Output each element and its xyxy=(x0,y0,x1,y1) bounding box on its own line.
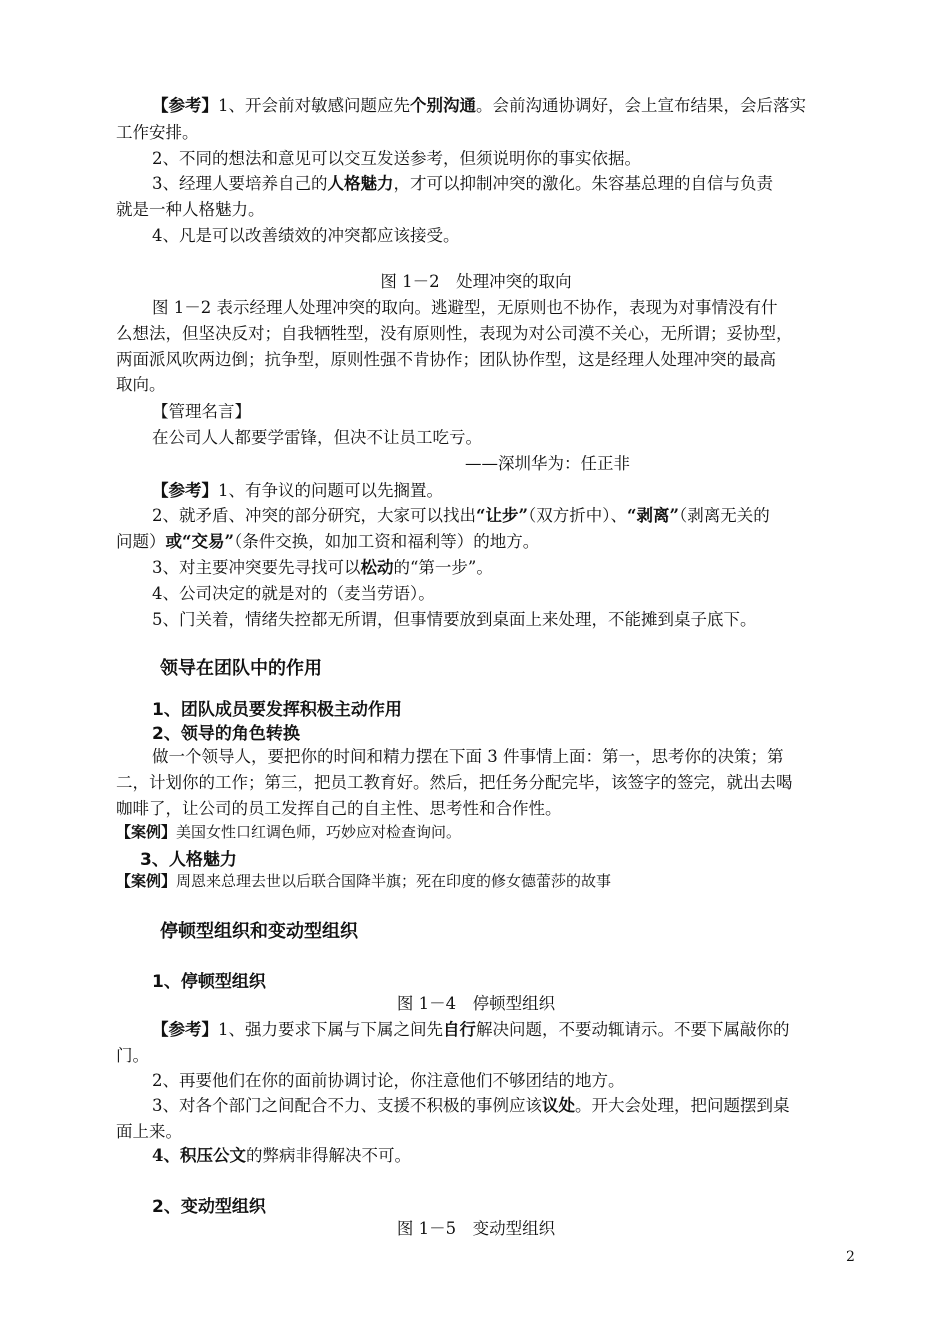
figure-caption: 图 1－2 处理冲突的取向 xyxy=(380,272,572,291)
text-line: 门。 xyxy=(116,1046,149,1065)
text-line: 咖啡了，让公司的员工发挥自己的自主性、思考性和合作性。 xyxy=(116,799,562,818)
case-label: 【案例】 xyxy=(116,872,177,890)
case-label: 【案例】 xyxy=(116,823,177,841)
page-number: 2 xyxy=(846,1249,855,1265)
text-line: 两面派风吹两边倒；抗争型，原则性强不肯协作；团队协作型，这是经理人处理冲突的最高 xyxy=(116,350,776,369)
text-line: 2、就矛盾、冲突的部分研究，大家可以找出“让步”（双方折中）、“剥离”（剥离无关的 xyxy=(152,506,770,525)
quote-label: 【管理名言】 xyxy=(152,402,251,421)
ref-label: 【参考】 xyxy=(152,481,218,500)
subsection-heading: 1、团队成员要发挥积极主动作用 xyxy=(152,700,402,720)
figure-caption: 图 1－4 停顿型组织 xyxy=(396,994,556,1013)
text-line: 2、再要他们在你的面前协调讨论，你注意他们不够团结的地方。 xyxy=(152,1071,625,1090)
text-line: 面上来。 xyxy=(116,1122,182,1141)
text-line: 二，计划你的工作；第三，把员工教育好。然后，把任务分配完毕，该签字的签完，就出去喝 xyxy=(116,773,793,792)
text-line: 做一个领导人，要把你的时间和精力摆在下面 3 件事情上面：第一，思考你的决策；第 xyxy=(152,747,784,766)
text-line: 就是一种人格魅力。 xyxy=(116,200,265,219)
text-line: 4、凡是可以改善绩效的冲突都应该接受。 xyxy=(152,226,460,245)
subsection-heading: 3、人格魅力 xyxy=(140,850,237,870)
ref-line-1: 【参考】1、强力要求下属与下属之间先自行解决问题，不要动辄请示。不要下属敲你的 xyxy=(152,1020,790,1039)
ref-line-1: 【参考】1、有争议的问题可以先搁置。 xyxy=(152,481,443,500)
text-line: 5、门关着，情绪失控都无所谓，但事情要放到桌面上来处理，不能摊到桌子底下。 xyxy=(152,610,757,629)
case-line: 【案例】周恩来总理去世以后联合国降半旗；死在印度的修女德蕾莎的故事 xyxy=(116,872,612,890)
text-line: 图 1－2 表示经理人处理冲突的取向。逃避型，无原则也不协作，表现为对事情没有什 xyxy=(152,298,778,317)
figure-caption: 图 1－5 变动型组织 xyxy=(396,1219,556,1238)
subsection-heading: 1、停顿型组织 xyxy=(152,972,266,992)
quote-source: ——深圳华为：任正非 xyxy=(465,454,630,473)
text-line: 2、不同的想法和意见可以交互发送参考，但须说明你的事实依据。 xyxy=(152,149,641,168)
subsection-heading: 2、变动型组织 xyxy=(152,1197,266,1217)
text-line: 取向。 xyxy=(116,375,166,394)
text-line: 4、积压公文的弊病非得解决不可。 xyxy=(152,1146,411,1165)
subsection-heading: 2、领导的角色转换 xyxy=(152,724,300,744)
text-line: 3、对各个部门之间配合不力、支援不积极的事例应该议处。开大会处理，把问题摆到桌 xyxy=(152,1096,790,1115)
quote-text: 在公司人人都要学雷锋，但决不让员工吃亏。 xyxy=(152,428,482,447)
text-line: 4、公司决定的就是对的（麦当劳语）。 xyxy=(152,584,435,603)
text-line: 3、对主要冲突要先寻找可以松动的“第一步”。 xyxy=(152,558,493,577)
ref-label: 【参考】 xyxy=(152,96,218,115)
ref-label: 【参考】 xyxy=(152,1020,218,1039)
text-line: 3、经理人要培养自己的人格魅力，才可以抑制冲突的激化。朱容基总理的自信与负责 xyxy=(152,174,773,193)
case-line: 【案例】美国女性口红调色师，巧妙应对检查询问。 xyxy=(116,823,462,841)
text-line: 么想法，但坚决反对；自我牺牲型，没有原则性，表现为对公司漠不关心，无所谓；妥协型， xyxy=(116,324,793,343)
text-line: 工作安排。 xyxy=(116,123,199,142)
section-title: 停顿型组织和变动型组织 xyxy=(160,921,358,942)
text-line: 问题）或“交易”（条件交换，如加工资和福利等）的地方。 xyxy=(116,532,540,551)
section-title: 领导在团队中的作用 xyxy=(160,658,322,679)
ref-line-1: 【参考】1、开会前对敏感问题应先个别沟通。会前沟通协调好，会上宣布结果，会后落实 xyxy=(152,96,806,115)
